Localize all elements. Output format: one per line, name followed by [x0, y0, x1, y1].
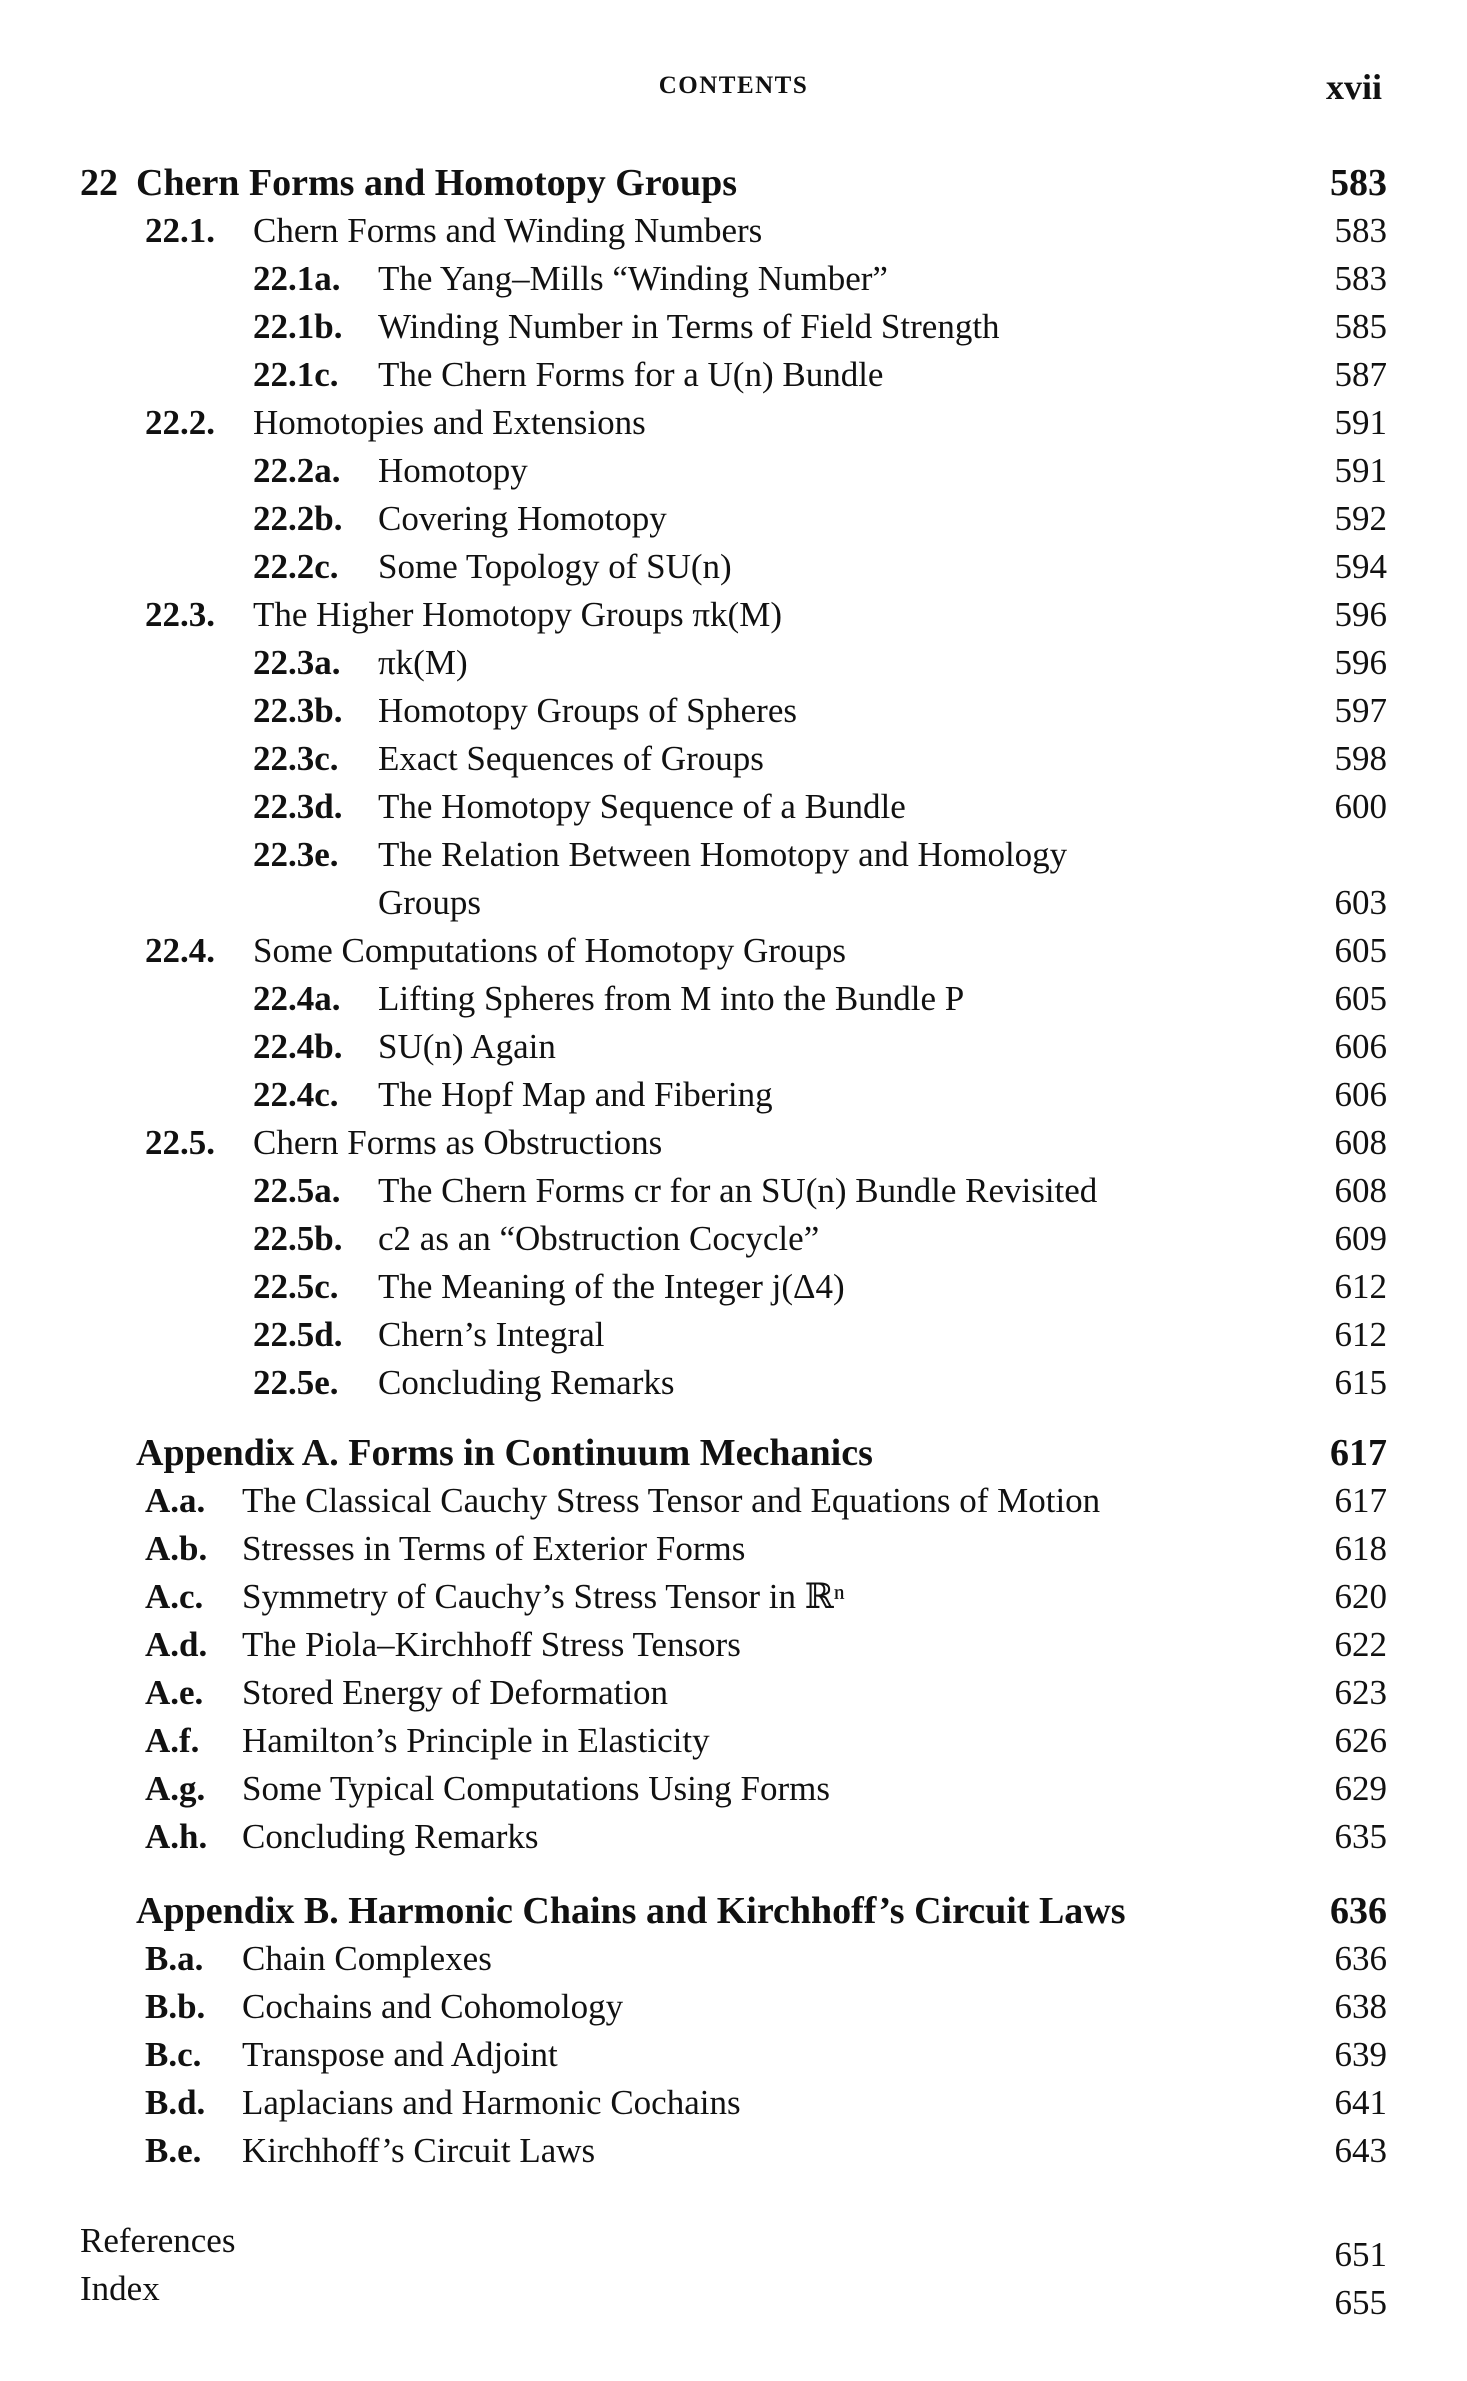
subsection-title: SU(n) Again [378, 1027, 556, 1066]
subsection-number: 22.1a. [253, 259, 341, 298]
toc-appendix-section[interactable] [0, 2128, 1467, 2174]
toc-index[interactable] [0, 2266, 1467, 2322]
subsection-page: 591 [1334, 451, 1387, 490]
appendix-section-title: Hamilton’s Principle in Elasticity [242, 1721, 710, 1760]
subsection-number: 22.1b. [253, 307, 343, 346]
toc-chapter[interactable] [0, 160, 1467, 206]
section-title: Some Computations of Homotopy Groups [253, 931, 847, 970]
subsection-number: 22.2b. [253, 499, 343, 538]
subsection-page: 606 [1334, 1027, 1387, 1066]
appendix-section-number: B.d. [145, 2083, 206, 2122]
appendix-section-number: B.a. [145, 1939, 204, 1978]
toc-subsection[interactable] [0, 1264, 1467, 1310]
subsection-page: 587 [1334, 355, 1387, 394]
appendix-section-title: Chain Complexes [242, 1939, 492, 1978]
section-page: 608 [1334, 1123, 1387, 1162]
appendix-section-title: Stored Energy of Deformation [242, 1673, 669, 1712]
section-number: 22.4. [145, 931, 215, 970]
toc-section[interactable] [0, 1120, 1467, 1166]
toc-appendix-section[interactable] [0, 1814, 1467, 1860]
subsection-page: 585 [1334, 307, 1387, 346]
subsection-title: The Yang–Mills “Winding Number” [378, 259, 888, 298]
section-page: 583 [1334, 211, 1387, 250]
subsection-title: The Relation Between Homotopy and Homology [378, 835, 1068, 874]
toc-section[interactable] [0, 208, 1467, 254]
subsection-title: The Hopf Map and Fibering [378, 1075, 773, 1114]
toc-appendix-section[interactable] [0, 1670, 1467, 1716]
subsection-number: 22.4a. [253, 979, 341, 1018]
toc-subsection[interactable] [0, 352, 1467, 398]
appendix-section-title: Concluding Remarks [242, 1817, 539, 1856]
toc-subsection[interactable] [0, 544, 1467, 590]
subsection-number: 22.5d. [253, 1315, 343, 1354]
section-title: Chern Forms and Winding Numbers [253, 211, 763, 250]
appendix-title: Appendix B. Harmonic Chains and Kirchhoff’s Circuit Laws [136, 1890, 1126, 1932]
subsection-title: Concluding Remarks [378, 1363, 675, 1402]
toc-appendix-section[interactable] [0, 1526, 1467, 1572]
toc-appendix-a[interactable] [0, 1430, 1467, 1476]
subsection-number: 22.4b. [253, 1027, 343, 1066]
backmatter-page: 655 [1334, 2283, 1387, 2322]
subsection-number: 22.3d. [253, 787, 343, 826]
appendix-section-number: B.e. [145, 2131, 202, 2170]
chapter-page: 583 [1330, 162, 1387, 204]
appendix-section-page: 618 [1334, 1529, 1387, 1568]
appendix-section-page: 629 [1334, 1769, 1387, 1808]
appendix-section-page: 623 [1334, 1673, 1387, 1712]
toc-subsection[interactable] [0, 784, 1467, 830]
toc-subsection[interactable] [0, 640, 1467, 686]
subsection-title: Chern’s Integral [378, 1315, 605, 1354]
toc-appendix-b[interactable] [0, 1888, 1467, 1934]
toc-section[interactable] [0, 928, 1467, 974]
toc-subsection[interactable] [0, 832, 1467, 878]
appendix-section-title: Laplacians and Harmonic Cochains [242, 2083, 741, 2122]
appendix-section-page: 622 [1334, 1625, 1387, 1664]
appendix-section-title: Kirchhoff’s Circuit Laws [242, 2131, 596, 2170]
backmatter-title: Index [80, 2269, 160, 2308]
appendix-section-number: A.f. [145, 1721, 200, 1760]
subsection-title: Covering Homotopy [378, 499, 667, 538]
section-title: The Higher Homotopy Groups πk(M) [253, 595, 782, 634]
appendix-section-page: 643 [1334, 2131, 1387, 2170]
appendix-section-title: Transpose and Adjoint [242, 2035, 558, 2074]
toc-subsection[interactable] [0, 736, 1467, 782]
appendix-section-page: 639 [1334, 2035, 1387, 2074]
toc-appendix-section[interactable] [0, 1984, 1467, 2030]
appendix-section-page: 617 [1334, 1481, 1387, 1520]
toc-subsection[interactable] [0, 1360, 1467, 1406]
subsection-page: 606 [1334, 1075, 1387, 1114]
subsection-number: 22.1c. [253, 355, 339, 394]
subsection-number: 22.5a. [253, 1171, 341, 1210]
appendix-section-page: 620 [1334, 1577, 1387, 1616]
appendix-section-number: B.c. [145, 2035, 202, 2074]
subsection-page: 597 [1334, 691, 1387, 730]
toc-section[interactable] [0, 592, 1467, 638]
appendix-section-title: The Piola–Kirchhoff Stress Tensors [242, 1625, 741, 1664]
subsection-page: 608 [1334, 1171, 1387, 1210]
section-number: 22.5. [145, 1123, 215, 1162]
subsection-number: 22.3c. [253, 739, 339, 778]
toc-appendix-section[interactable] [0, 1766, 1467, 1812]
section-page: 605 [1334, 931, 1387, 970]
section-page: 596 [1334, 595, 1387, 634]
appendix-section-title: Stresses in Terms of Exterior Forms [242, 1529, 746, 1568]
section-page: 591 [1334, 403, 1387, 442]
section-number: 22.3. [145, 595, 215, 634]
backmatter-page: 651 [1334, 2235, 1387, 2274]
subsection-title: The Chern Forms cr for an SU(n) Bundle Revisited [378, 1171, 1098, 1210]
appendix-section-page: 635 [1334, 1817, 1387, 1856]
toc-references[interactable] [0, 2218, 1467, 2274]
appendix-section-page: 641 [1334, 2083, 1387, 2122]
appendix-section-number: A.h. [145, 1817, 208, 1856]
toc-appendix-section[interactable] [0, 1622, 1467, 1668]
toc-subsection[interactable] [0, 496, 1467, 542]
subsection-title: Winding Number in Terms of Field Strength [378, 307, 1000, 346]
chapter-title: Chern Forms and Homotopy Groups [136, 162, 738, 204]
section-title: Chern Forms as Obstructions [253, 1123, 663, 1162]
subsection-number: 22.5c. [253, 1267, 339, 1306]
appendix-section-number: A.d. [145, 1625, 208, 1664]
subsection-page: 603 [1334, 883, 1387, 922]
page-number: xvii [1325, 67, 1382, 107]
subsection-number: 22.3b. [253, 691, 343, 730]
subsection-page: 594 [1334, 547, 1387, 586]
subsection-title: The Meaning of the Integer j(Δ4) [378, 1267, 845, 1306]
toc-subsection[interactable] [0, 1216, 1467, 1262]
appendix-section-title: Some Typical Computations Using Forms [242, 1769, 831, 1808]
toc-subsection[interactable] [0, 1024, 1467, 1070]
appendix-section-page: 626 [1334, 1721, 1387, 1760]
running-head: CONTENTS [658, 72, 809, 99]
chapter-number: 22 [80, 162, 118, 204]
toc-subsection[interactable] [0, 304, 1467, 350]
appendix-section-number: A.e. [145, 1673, 204, 1712]
appendix-title: Appendix A. Forms in Continuum Mechanics [136, 1432, 873, 1474]
toc-subsection[interactable] [0, 256, 1467, 302]
appendix-section-number: A.g. [145, 1769, 206, 1808]
subsection-title: Some Topology of SU(n) [378, 547, 732, 586]
subsection-page: 598 [1334, 739, 1387, 778]
appendix-section-title: The Classical Cauchy Stress Tensor and Equations of Motion [242, 1481, 1101, 1520]
subsection-number: 22.2c. [253, 547, 339, 586]
toc-subsection[interactable] [0, 448, 1467, 494]
subsection-number: 22.3e. [253, 835, 339, 874]
subsection-number: 22.3a. [253, 643, 341, 682]
subsection-page: 592 [1334, 499, 1387, 538]
appendix-section-title: Symmetry of Cauchy’s Stress Tensor in ℝⁿ [242, 1577, 845, 1616]
toc-section[interactable] [0, 400, 1467, 446]
toc-appendix-section[interactable] [0, 2032, 1467, 2078]
toc-appendix-section[interactable] [0, 1718, 1467, 1764]
backmatter-title: References [80, 2221, 236, 2260]
subsection-page: 596 [1334, 643, 1387, 682]
toc-appendix-section[interactable] [0, 2080, 1467, 2126]
toc-subsection[interactable] [0, 976, 1467, 1022]
toc-subsection[interactable] [0, 1168, 1467, 1214]
subsection-number: 22.5b. [253, 1219, 343, 1258]
toc-appendix-section[interactable] [0, 1936, 1467, 1982]
subsection-title: c2 as an “Obstruction Cocycle” [378, 1219, 820, 1258]
section-title: Homotopies and Extensions [253, 403, 646, 442]
subsection-title: πk(M) [378, 643, 468, 682]
toc-subsection[interactable] [0, 688, 1467, 734]
subsection-page: 609 [1334, 1219, 1387, 1258]
subsection-page: 583 [1334, 259, 1387, 298]
subsection-number: 22.2a. [253, 451, 341, 490]
toc-appendix-section[interactable] [0, 1478, 1467, 1524]
toc-subsection[interactable] [0, 1312, 1467, 1358]
subsection-title: Lifting Spheres from M into the Bundle P [378, 979, 965, 1018]
appendix-section-title: Cochains and Cohomology [242, 1987, 624, 2026]
subsection-number: 22.4c. [253, 1075, 339, 1114]
subsection-number: 22.5e. [253, 1363, 339, 1402]
subsection-title: Homotopy [378, 451, 528, 490]
section-number: 22.2. [145, 403, 215, 442]
subsection-title: Homotopy Groups of Spheres [378, 691, 797, 730]
toc-appendix-section[interactable] [0, 1574, 1467, 1620]
appendix-page: 617 [1330, 1432, 1387, 1474]
appendix-section-number: A.a. [145, 1481, 206, 1520]
appendix-page: 636 [1330, 1890, 1387, 1932]
toc-subsection-continued[interactable] [0, 880, 1467, 926]
appendix-section-number: A.c. [145, 1577, 204, 1616]
appendix-section-page: 638 [1334, 1987, 1387, 2026]
appendix-section-page: 636 [1334, 1939, 1387, 1978]
subsection-title: Exact Sequences of Groups [378, 739, 764, 778]
subsection-title: The Homotopy Sequence of a Bundle [378, 787, 906, 826]
subsection-title: The Chern Forms for a U(n) Bundle [378, 355, 884, 394]
section-number: 22.1. [145, 211, 215, 250]
subsection-page: 612 [1334, 1315, 1387, 1354]
subsection-page: 605 [1334, 979, 1387, 1018]
subsection-page: 600 [1334, 787, 1387, 826]
appendix-section-number: B.b. [145, 1987, 206, 2026]
page-header [0, 67, 1467, 112]
appendix-section-number: A.b. [145, 1529, 208, 1568]
subsection-title-continued: Groups [378, 883, 482, 922]
toc-subsection[interactable] [0, 1072, 1467, 1118]
subsection-page: 615 [1334, 1363, 1387, 1402]
subsection-page: 612 [1334, 1267, 1387, 1306]
